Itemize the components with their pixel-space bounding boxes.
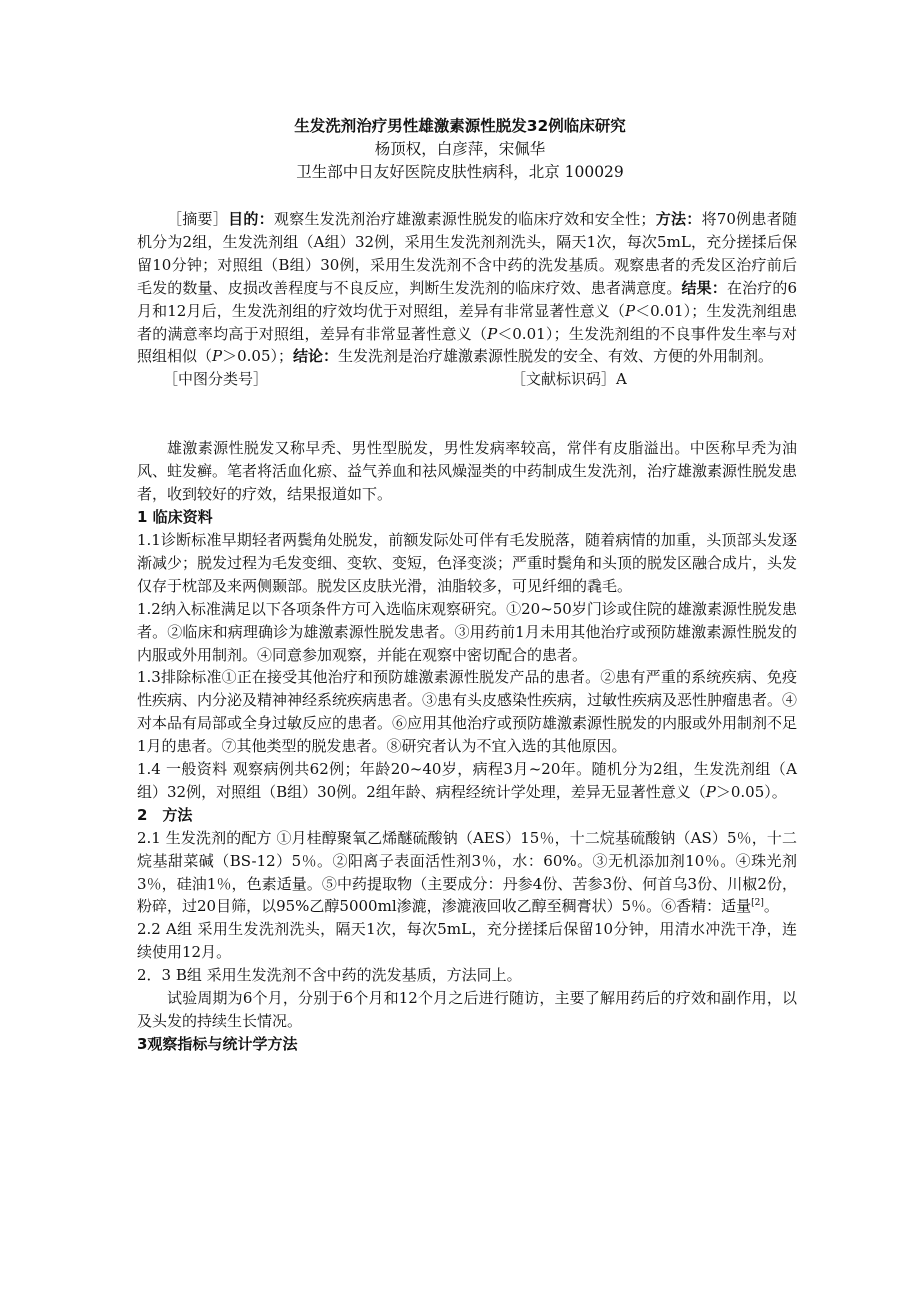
purpose-label: 目的： <box>228 210 274 228</box>
class-number-label: ［中图分类号］ <box>163 370 269 389</box>
paragraph: 1.3排除标准①正在接受其他治疗和预防雄激素源性脱发产品的患者。②患有严重的系统疾病、免疫性疾病、内分泌及精神神经系统疾病患者。③患有头皮感染性疾病，过敏性疾病及恶性肿瘤患者。④对本品有局部或全身过敏反应的患者。⑥应用其他治疗或预防雄激素源性脱发的内服或外用制剂不足1月的患者。⑦其他类型的脱发患者。⑧研究者认为不宜入选的其他原因。 <box>137 668 798 756</box>
paragraph: 试验周期为6个月，分别于6个月和12个月之后进行随访，主要了解用药后的疗效和副作用，以及头发的持续生长情况。 <box>137 989 797 1030</box>
abstract-label: ［摘要］ <box>167 210 229 228</box>
purpose-text: 观察生发洗剂治疗雄激素源性脱发的临床疗效和安全性； <box>273 210 656 228</box>
paragraph-text: 1.4 一般资料 观察病例共62例；年龄20~40岁，病程3月~20年。随机分为2组，生发洗剂组（A组）32例，对照组（B组）30例。2组年龄、病程经统计学处理，差异无显著性意义（ <box>137 760 797 801</box>
section-heading: 3观察指标与统计学方法 <box>137 1034 298 1053</box>
paragraph: 2．3 B组 采用生发洗剂不含中药的洗发基质，方法同上。 <box>137 966 522 985</box>
result-text: ＜0.01）；生发洗剂组患者的满意率均高于对照组，差异有非常显著性意义（ <box>137 301 797 343</box>
p-symbol: P <box>705 782 716 801</box>
method-label: 方法： <box>655 210 702 228</box>
paragraph: 1.1诊断标准早期轻者两鬓角处脱发，前额发际处可伴有毛发脱落，随着病情的加重，头顶部头发逐渐减少；脱发过程为毛发变细、变软、变短，色泽变淡；严重时鬓角和头顶的脱发区融合成片，头发仅存于枕部及来两侧颞部。脱发区皮肤光滑，油脂较多，可见纤细的毳毛。 <box>137 530 798 595</box>
result-text: ＞0.05）； <box>222 347 294 366</box>
conclusion-label: 结论： <box>293 347 339 366</box>
paragraph-text: ＞0.05）。 <box>715 782 787 801</box>
result-label: 结果： <box>681 278 727 297</box>
spacer <box>137 391 797 437</box>
paragraph-text: 。 <box>763 897 779 916</box>
paper-body <box>137 208 797 1056</box>
paragraph: 2.2 A组 采用生发洗剂洗头，隔天1次，每次5mL，充分搓揉后保留10分钟，用清水冲洗干净，连续使用12月。 <box>137 920 797 962</box>
p-symbol: P <box>625 301 636 320</box>
introduction: 雄激素源性脱发又称早秃、男性型脱发，男性发病率较高，常伴有皮脂溢出。中医称早秃为油风、蛀发癣。笔者将活血化瘀、益气养血和祛风燥湿类的中药制成生发洗剂，治疗雄激素源性脱发患者，收到较好的疗效，结果报道如下。 <box>137 439 798 504</box>
method-text: 将70例患者随机分为2组，生发洗剂组（A组）32例，采用生发洗剂剂洗头，隔天1次，每次5mL，充分搓揉后保留10分钟；对照组（B组）30例，采用生发洗剂不含中药的洗发基质。观察患者的秃发区治疗前后毛发的数量、皮损改善程度与不良反应，判断生发洗剂的临床疗效、患者满意度。 <box>137 210 797 297</box>
paragraph <box>137 758 797 804</box>
author-list: 杨顶权，白彦萍，宋佩华 <box>374 140 546 158</box>
conclusion-text: 生发洗剂是治疗雄激素源性脱发的安全、有效、方便的外用制剂。 <box>338 347 774 366</box>
paragraph: 1.2纳入标准满足以下各项条件方可入选临床观察研究。①20~50岁门诊或住院的雄激素源性脱发患者。②临床和病理确诊为雄激素源性脱发患者。③用药前1月未用其他治疗或预防雄激素源性脱发的内服或外用制剂。④同意参加观察，并能在观察中密切配合的患者。 <box>137 599 797 664</box>
affiliation: 卫生部中日友好医院皮肤性病科，北京 100029 <box>296 163 624 181</box>
reference-marker: [2] <box>751 898 764 909</box>
classification-row <box>137 368 797 391</box>
result-text: 在治疗的6月和12月后，生发洗剂组的疗效均优于对照组，差异有非常显著性意义（ <box>137 278 797 320</box>
document-code-label: ［文献标识码］A <box>511 370 627 389</box>
paragraph-text: 2.1 生发洗剂的配方 ①月桂醇聚氧乙烯醚硫酸钠（AES）15％，十二烷基硫酸钠（AS）5％，十二烷基甜菜碱（BS-12）5％。②阳离子表面活性剂3％，水：60%。③无机添加剂10％。④珠光剂3％，硅油1％，色素适量。⑤中药提取物（主要成分：丹参4份、苦参3份、何首乌3份、川椒2份，粉碎，过20目筛，以95%乙醇5000ml渗漉，渗漉液回收乙醇至稠膏状）5％。⑥香精：适量 <box>137 828 797 916</box>
section-heading: 2 方法 <box>137 805 193 824</box>
p-symbol: P <box>487 324 498 343</box>
result-text: ＜0.01）；生发洗剂组的不良事件发生率与对照组相似（ <box>137 324 797 366</box>
paragraph <box>137 827 797 919</box>
section-heading: 1 临床资料 <box>137 508 213 527</box>
p-symbol: P <box>212 347 223 366</box>
paper-title: 生发洗剂治疗男性雄激素源性脱发32例临床研究 <box>294 117 626 135</box>
abstract <box>137 208 797 368</box>
